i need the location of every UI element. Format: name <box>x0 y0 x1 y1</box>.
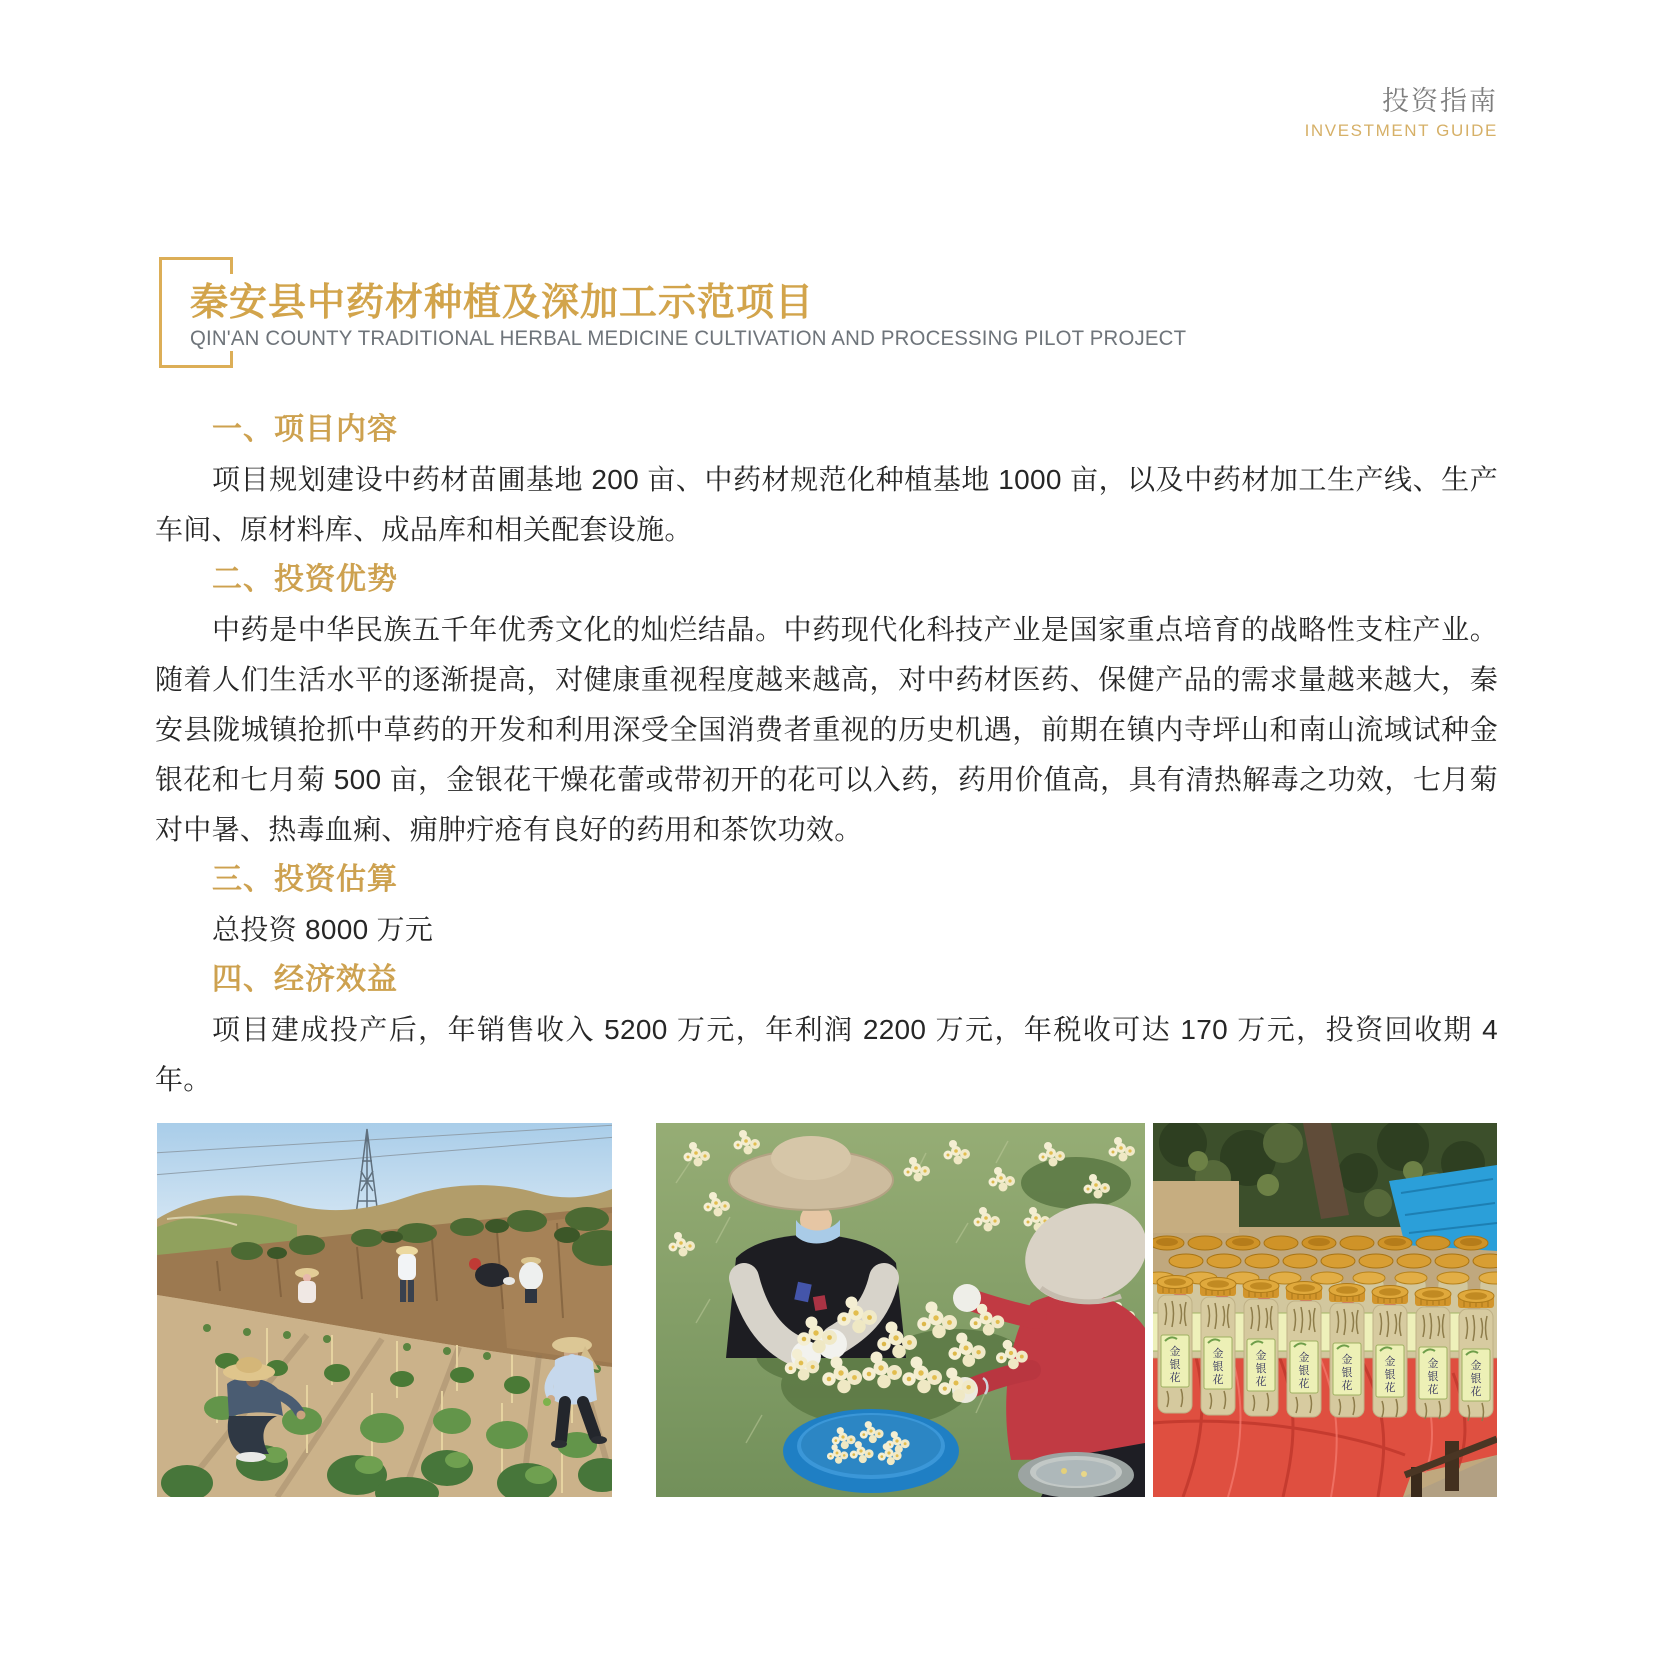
chrysanthemum-picking-photo <box>656 1123 1145 1497</box>
corner-header-cn: 投资指南 <box>1382 86 1498 116</box>
jar-label-text: 金银花 <box>1255 1350 1267 1388</box>
project-title-block <box>159 255 1459 385</box>
section-paragraph-4: 项目建成投产后，年销售收入 5200 万元，年利润 2200 万元，年税收可达 170 万元，投资回收期 4 年。 <box>155 1014 1498 1095</box>
herb-field-scene <box>157 1123 612 1497</box>
section-heading-3: 三、投资估算 <box>212 863 398 896</box>
section-paragraph-1: 项目规划建设中药材苗圃基地 200 亩、中药材规范化种植基地 1000 亩，以及中药材加工生产线、生产车间、原材料库、成品库和相关配套设施。 <box>155 464 1498 545</box>
jar-label-text: 金银花 <box>1427 1358 1439 1396</box>
jar-label-text: 金银花 <box>1298 1352 1310 1390</box>
corner-header <box>1305 88 1498 139</box>
jar-label-text: 金银花 <box>1384 1356 1396 1394</box>
project-title-en: QIN'AN COUNTY TRADITIONAL HERBAL MEDICINE CULTIVATION AND PROCESSING PILOT PROJECT <box>190 327 1187 350</box>
honeysuckle-jar-display-photo <box>1153 1123 1497 1497</box>
jar-display-scene <box>1153 1123 1497 1497</box>
jar-label-text: 金银花 <box>1212 1348 1224 1386</box>
section-heading-2: 二、投资优势 <box>212 563 398 596</box>
project-sections <box>155 405 1498 1105</box>
corner-header-en: INVESTMENT GUIDE <box>1304 121 1498 140</box>
jar-label-text: 金银花 <box>1470 1360 1482 1398</box>
project-title: 秦安县中药材种植及深加工示范项目 <box>190 282 815 324</box>
section-paragraph-2: 中药是中华民族五千年优秀文化的灿烂结晶。中药现代化科技产业是国家重点培育的战略性支柱产业。随着人们生活水平的逐渐提高，对健康重视程度越来越高，对中药材医药、保健产品的需求量越来越大，秦安县陇城镇抢抓中草药的开发和利用深受全国消费者重视的历史机遇，前期在镇内寺坪山和南山流域试种金银花和七月菊 500 亩，金银花干燥花蕾或带初开的花可以入药，药用价值高，具有清热解毒之功效，七月菊对中暑、热毒血痢、痈肿疔疮有良好的药用和茶饮功效。 <box>155 614 1498 845</box>
section-heading-1: 一、项目内容 <box>212 413 398 446</box>
photo-row <box>157 1123 1497 1497</box>
jar-label-text: 金银花 <box>1169 1346 1181 1384</box>
jar-label-text: 金银花 <box>1341 1354 1353 1392</box>
section-paragraph-3: 总投资 8000 万元 <box>212 914 434 945</box>
flower-picking-scene <box>656 1123 1145 1497</box>
herb-field-cultivation-photo <box>157 1123 612 1497</box>
section-heading-4: 四、经济效益 <box>212 963 398 996</box>
